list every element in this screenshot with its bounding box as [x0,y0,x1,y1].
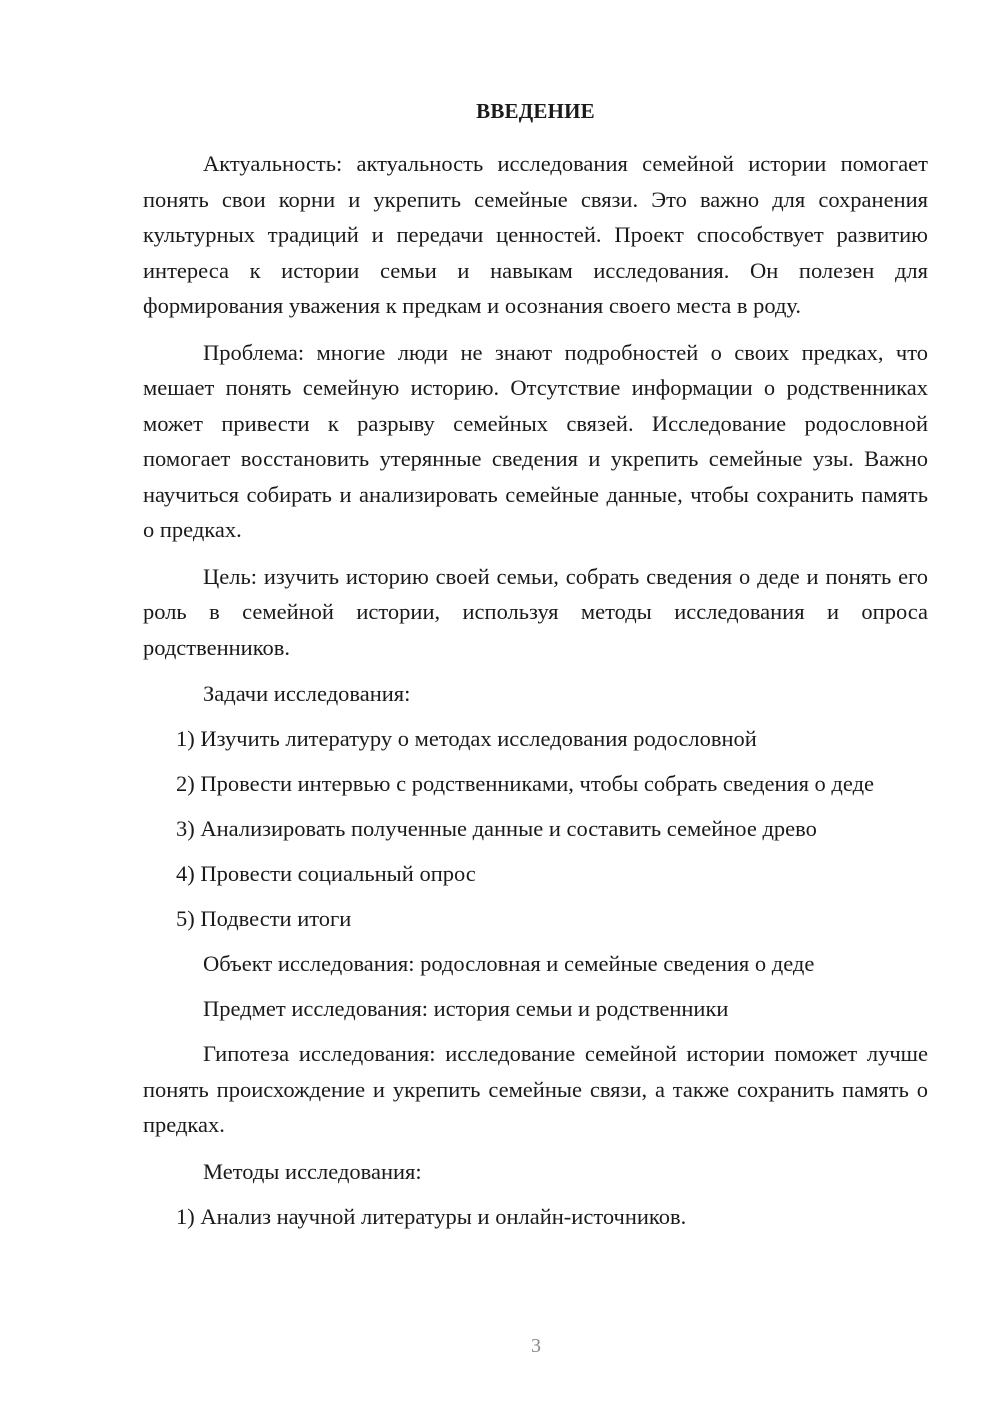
tasks-heading: Задачи исследования: [203,681,411,706]
task-item-4: 4) Провести социальный опрос [176,861,476,886]
task-item-1: 1) Изучить литературу о методах исследования родословной [176,726,757,751]
page-title: ВВЕДЕНИЕ [476,99,595,123]
page-content [143,96,928,1244]
object-paragraph: Объект исследования: родословная и семейные сведения о деде [203,951,815,976]
hypothesis-paragraph: Гипотеза исследования: исследование семейной истории поможет лучше понять происхождение и укрепить семейные связи, а также сохранить память о предках. [143,1041,928,1137]
method-item-1: 1) Анализ научной литературы и онлайн-источников. [176,1203,687,1229]
problem-paragraph: Проблема: многие люди не знают подробностей о своих предках, что мешает понять семейную историю. Отсутствие информации о родственниках может привести к разрыву семейных связей. Исследование родословной помогает восстановить утерянные сведения и укрепить семейные узы. Важно научиться собирать и анализировать семейные данные, чтобы сохранить память о предках. [143,339,928,542]
task-item-5: 5) Подвести итоги [176,906,352,931]
task-item-2: 2) Провести интервью с родственниками, чтобы собрать сведения о деде [176,771,875,796]
task-item-3: 3) Анализировать полученные данные и составить семейное древо [176,816,817,841]
page-number: 3 [531,1335,541,1357]
methods-heading: Методы исследования: [203,1158,422,1184]
goal-paragraph: Цель: изучить историю своей семьи, собрать сведения о деде и понять его роль в семейной истории, используя методы исследования и опроса родственников. [143,563,928,660]
relevance-paragraph: Актуальность: актуальность исследования семейной истории помогает понять свои корни и укрепить семейные связи. Это важно для сохранения культурных традиций и передачи ценностей. Проект способствует развитию интереса к истории семьи и навыкам исследования. Он полезен для формирования уважения к предкам и осознания своего места в роду. [143,151,928,318]
subject-paragraph: Предмет исследования: история семьи и родственники [203,996,729,1021]
